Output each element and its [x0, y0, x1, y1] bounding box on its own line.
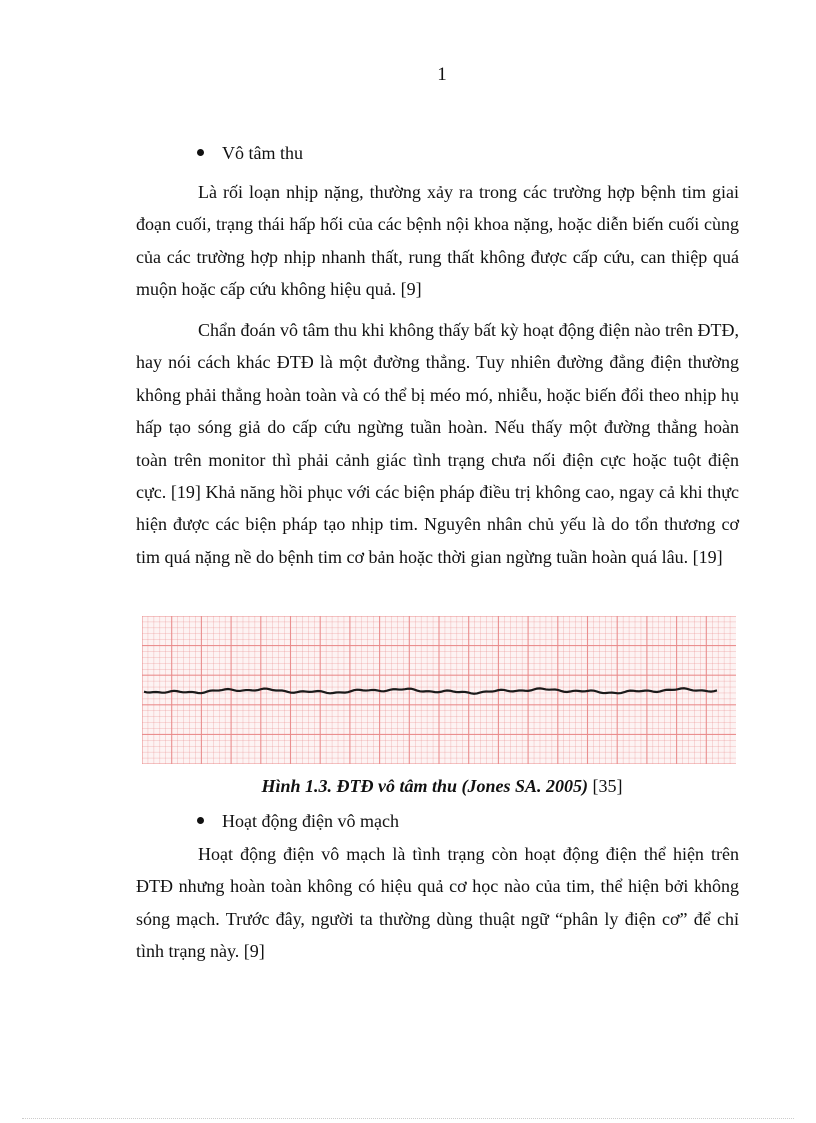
bullet-dot-icon: [197, 817, 204, 824]
figure-caption-title: Hình 1.3. ĐTĐ vô tâm thu (Jones SA. 2005): [261, 776, 589, 796]
bullet-dot-icon: [197, 149, 204, 156]
page-bottom-divider: [22, 1118, 794, 1119]
paragraph-asystole-diagnosis: Chẩn đoán vô tâm thu khi không thấy bất kỳ hoạt động điện nào trên ĐTĐ, hay nói cách khác ĐTĐ là một đường thẳng. Tuy nhiên đường đẳng điện thường không phải thẳng hoàn toàn và có thể bị méo mó, nhiễu, hoặc biến đổi theo nhịp hụ hấp tạo sóng giả do cấp cứu ngừng tuần hoàn. Nếu thấy một đường thẳng hoàn toàn trên monitor thì phải cảnh giác tình trạng chưa nối điện cực hoặc tuột điện cực. [19] Khả năng hồi phục với các biện pháp điều trị không cao, ngay cả khi thực hiện được các biện pháp tạo nhịp tim. Nguyên nhân chủ yếu là do tổn thương cơ tim quá nặng nề do bệnh tim cơ bản hoặc thời gian ngừng tuần hoàn quá lâu. [19]: [136, 320, 739, 567]
figure-caption: [0, 776, 816, 797]
ecg-figure: [142, 616, 736, 764]
section-heading-text: Hoạt động điện vô mạch: [222, 811, 399, 831]
paragraph-pea-definition: Hoạt động điện vô mạch là tình trạng còn hoạt động điện thể hiện trên ĐTĐ nhưng hoàn toàn không có hiệu quả cơ học nào của tim, thể hiện bởi không sóng mạch. Trước đây, người ta thường dùng thuật ngữ “phân ly điện cơ” để chỉ tình trạng này. [9]: [136, 844, 739, 962]
figure-caption-ref: [35]: [592, 776, 623, 796]
paragraph-asystole-definition: Là rối loạn nhịp nặng, thường xảy ra trong các trường hợp bệnh tim giai đoạn cuối, trạng thái hấp hối của các bệnh nội khoa nặng, hoặc diễn biến cuối cùng của các trường hợp nhịp nhanh thất, rung thất không được cấp cứu, can thiệp quá muộn hoặc cấp cứu không hiệu quả. [9]: [136, 182, 739, 300]
page-number: 1: [437, 64, 447, 85]
section-heading-pea: [197, 811, 399, 832]
ecg-strip-image: [142, 616, 736, 764]
section-heading-asystole: [197, 143, 303, 164]
section-heading-text: Vô tâm thu: [222, 143, 303, 163]
